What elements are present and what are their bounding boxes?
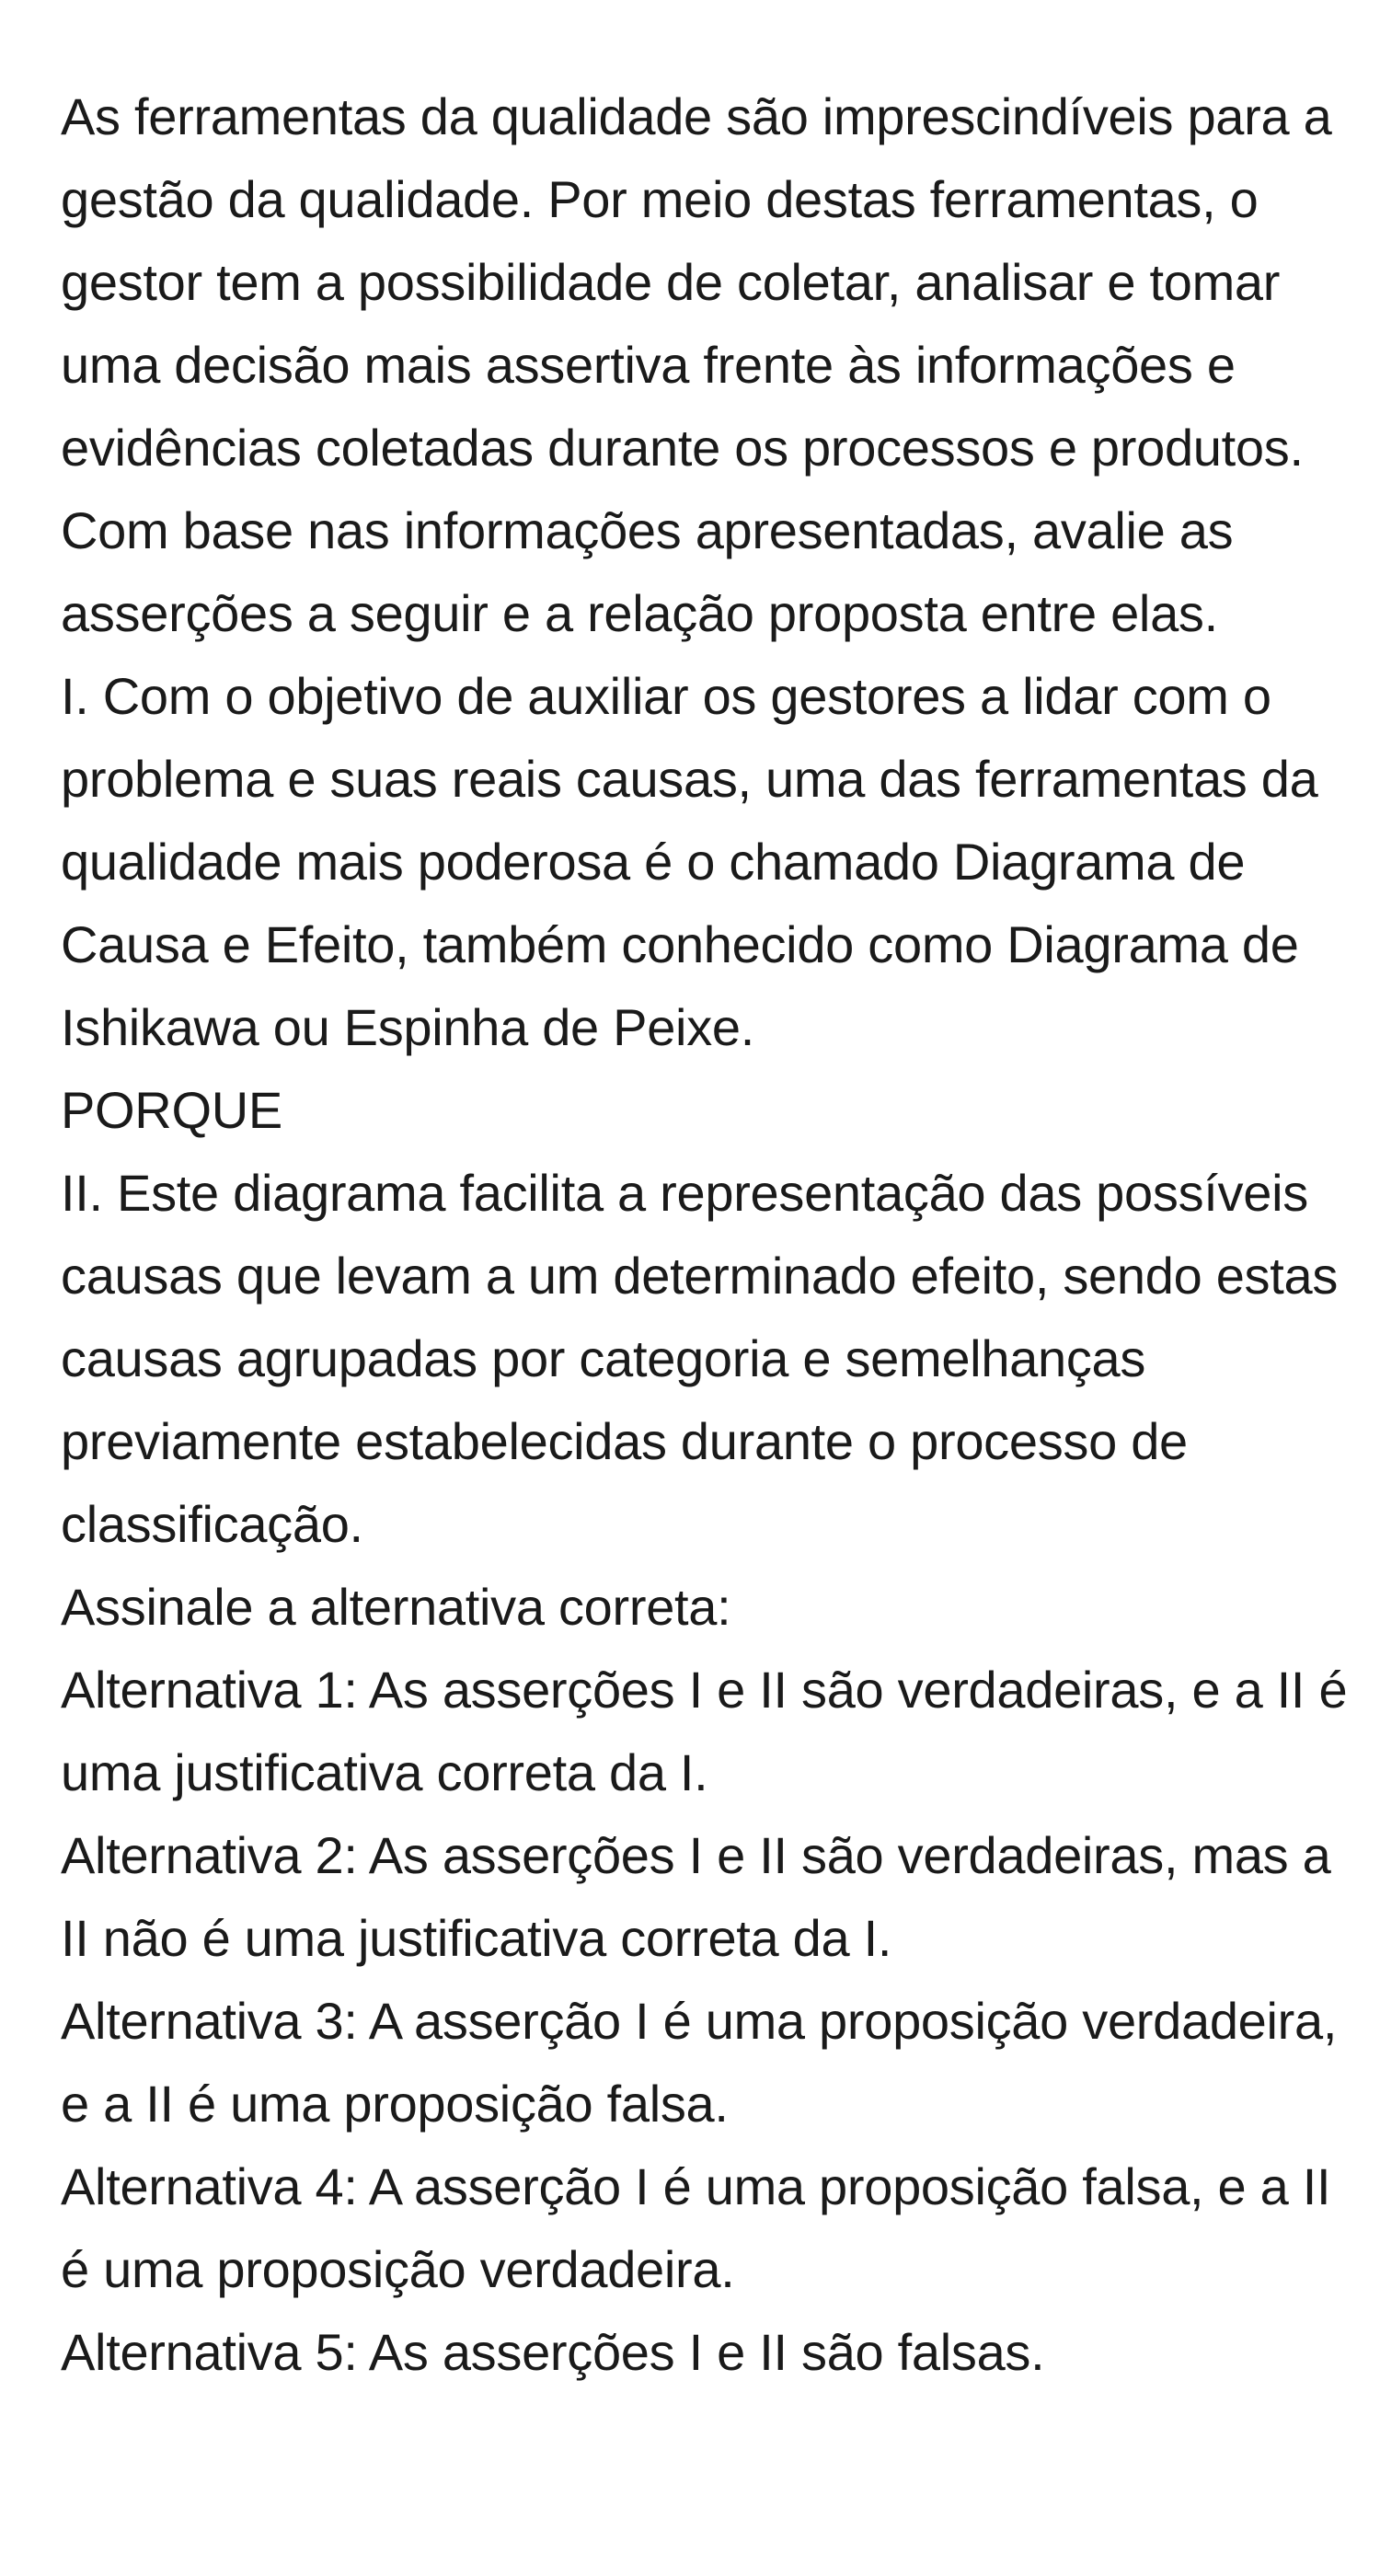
alternative-5: Alternativa 5: As asserções I e II são falsas. (61, 2323, 1045, 2381)
alternative-3: Alternativa 3: A asserção I é uma proposição verdadeira, e a II é uma proposição falsa. (61, 1992, 1338, 2133)
question-intro: As ferramentas da qualidade são imprescindíveis para a gestão da qualidade. Por meio destas ferramentas, o gestor tem a possibilidade de coletar, analisar e tomar uma decisão mais assertiva frente às informações e evidências coletadas durante os processos e produtos. Com base nas informações apresentadas, avalie as asserções a seguir e a relação proposta entre elas. (61, 87, 1332, 642)
connector-porque: PORQUE (61, 1081, 282, 1139)
question-document (61, 75, 1349, 2394)
assertion-i: I. Com o objetivo de auxiliar os gestores a lidar com o problema e suas reais causas, uma das ferramentas da qualidade mais poderosa é o chamado Diagrama de Causa e Efeito, também conhecido como Diagrama de Ishikawa ou Espinha de Peixe. (61, 667, 1318, 1056)
assertion-ii: II. Este diagrama facilita a representação das possíveis causas que levam a um determinado efeito, sendo estas causas agrupadas por categoria e semelhanças previamente estabelecidas durante o processo de classificação. (61, 1164, 1339, 1553)
alternative-1: Alternativa 1: As asserções I e II são verdadeiras, e a II é uma justificativa correta da I. (61, 1661, 1348, 1801)
alternative-2: Alternativa 2: As asserções I e II são verdadeiras, mas a II não é uma justificativa correta da I. (61, 1826, 1331, 1967)
alternative-4: Alternativa 4: A asserção I é uma proposição falsa, e a II é uma proposição verdadeira. (61, 2157, 1331, 2298)
answer-prompt: Assinale a alternativa correta: (61, 1578, 731, 1636)
